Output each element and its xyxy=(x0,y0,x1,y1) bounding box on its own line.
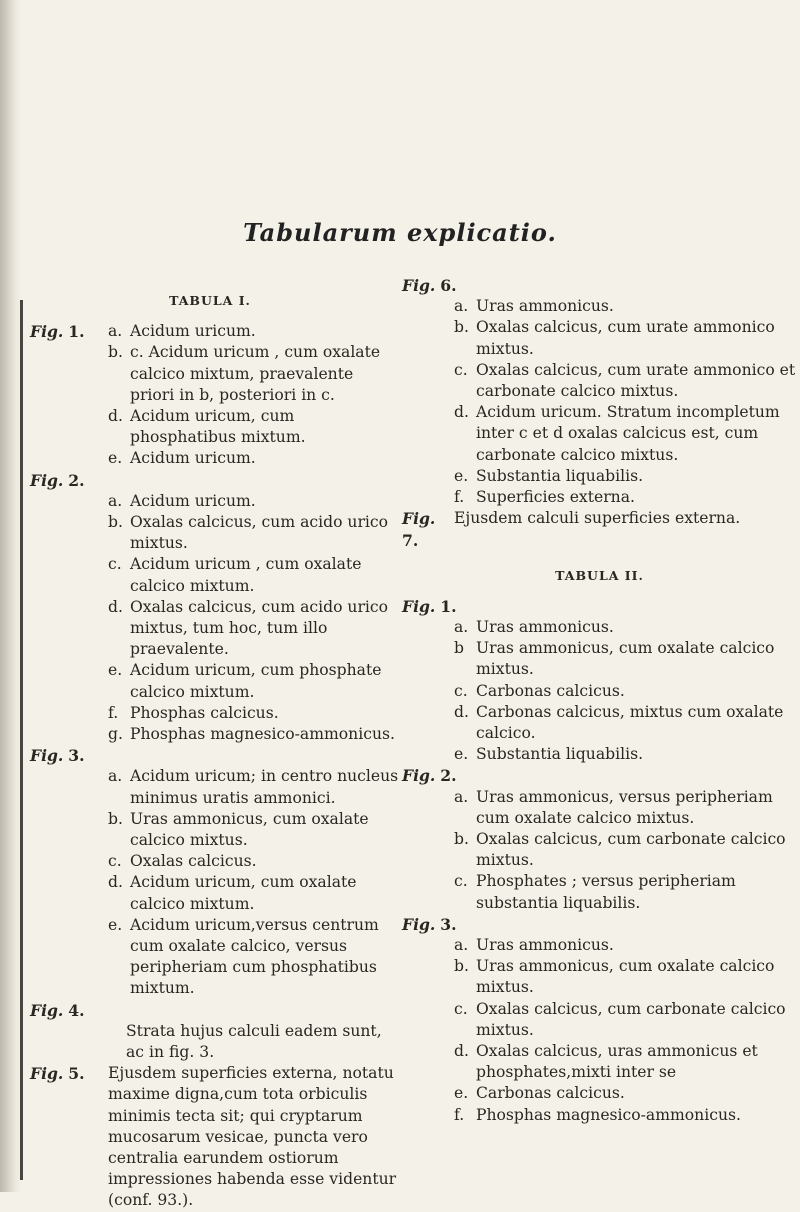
entry-text: Uras ammonicus, cum oxalate calcico mixtus. xyxy=(130,809,369,850)
entry-text: Acidum uricum. Stratum incompletum inter c et d oxalas calcicus est, cum carbonate calcico mixtus. xyxy=(476,403,780,464)
figure-block xyxy=(402,914,797,1126)
entry-text: Acidum uricum, cum phosphatibus mixtum. xyxy=(130,407,306,447)
fig-label: Fig. xyxy=(30,1000,64,1020)
legend-entry xyxy=(108,321,400,342)
entry-letter: e. xyxy=(454,466,469,485)
entry-letter: a. xyxy=(108,491,123,510)
legend-entry xyxy=(454,744,797,765)
fig-label: Fig. xyxy=(30,1064,64,1084)
fig-number: 1. xyxy=(440,596,457,616)
entry-text: Phosphas magnesico-ammonicus. xyxy=(476,1105,741,1124)
entry-text: Uras ammonicus. xyxy=(476,297,614,316)
entry-letter: c. xyxy=(454,872,468,891)
tabula-2-heading: TABULA II. xyxy=(555,567,644,583)
entry-letter: f. xyxy=(454,1105,465,1124)
legend-entry xyxy=(454,638,797,680)
legend-entry xyxy=(108,512,400,554)
fig-label: Fig. xyxy=(402,276,436,295)
legend-entry xyxy=(108,766,400,808)
fig-label: Fig. xyxy=(402,509,436,529)
entry-letter: e. xyxy=(108,661,123,680)
entry-letter: f. xyxy=(454,488,465,507)
entry-letter: d. xyxy=(108,407,123,426)
figure-note: Strata hujus calculi eadem sunt, ac in fig. 3. xyxy=(126,1021,382,1062)
entry-text: c. Acidum uricum , cum oxalate calcico mixtum, praevalente priori in b, posteriori in c. xyxy=(130,343,381,404)
entry-text: Phosphas calcicus. xyxy=(130,703,279,722)
entry-text: Oxalas calcicus, cum urate ammonico et carbonate calcico mixtus. xyxy=(476,360,796,400)
legend-entry xyxy=(454,317,797,359)
figure-block xyxy=(402,596,797,766)
legend-entry xyxy=(454,296,797,317)
entry-text: Oxalas calcicus, cum carbonate calcico mixtus. xyxy=(476,999,786,1039)
entry-letter: e. xyxy=(454,745,469,764)
entry-text: Acidum uricum, cum phosphate calcico mixtum. xyxy=(130,661,382,701)
entry-text: Substantia liquabilis. xyxy=(476,745,644,764)
tabula-1-heading: TABULA I. xyxy=(169,293,251,308)
legend-entry xyxy=(108,660,400,702)
fig-number: 3. xyxy=(68,746,85,766)
figure-block xyxy=(402,765,797,913)
entry-text: Phosphates ; versus peripheriam substantia liquabilis. xyxy=(476,872,736,912)
entry-text: Oxalas calcicus, cum urate ammonico mixtus. xyxy=(476,318,775,358)
figure-description: Ejusdem superficies externa, notatu maxime digna,cum tota orbiculis minimis tecta sit; qui cryptarum mucosarum vesicae, puncta vero centralia earundem ostiorum impressiones habenda esse videntur (conf. 93.). xyxy=(108,1064,397,1210)
legend-entry xyxy=(108,809,400,851)
entry-letter: b. xyxy=(454,830,469,849)
page-gutter xyxy=(0,0,22,1192)
legend-entry xyxy=(108,554,400,596)
left-column xyxy=(30,290,400,1212)
entry-text: Uras ammonicus, cum oxalate calcico mixtus. xyxy=(476,639,775,679)
entry-text: Acidum uricum. xyxy=(130,322,256,341)
entry-letter: e. xyxy=(108,915,123,934)
legend-entry xyxy=(454,402,797,466)
entry-letter: a. xyxy=(454,787,469,806)
legend-entry xyxy=(454,617,797,638)
entry-letter: d. xyxy=(108,873,123,892)
entry-text: Oxalas calcicus, cum acido urico mixtus, tum hoc, tum illo praevalente. xyxy=(130,597,389,659)
legend-entry xyxy=(454,681,797,702)
entry-letter: d. xyxy=(454,1042,469,1061)
figure-block xyxy=(30,1063,400,1211)
fig-label: Fig. xyxy=(30,322,64,342)
legend-entry xyxy=(454,1083,797,1104)
legend-entry xyxy=(454,702,797,744)
entry-letter: e. xyxy=(108,449,123,468)
legend-entry xyxy=(108,851,400,872)
legend-entry xyxy=(108,703,400,724)
entry-letter: b. xyxy=(454,957,469,976)
legend-entry xyxy=(454,956,797,998)
fig-label: Fig. xyxy=(402,596,436,616)
entry-letter: f. xyxy=(108,703,119,722)
legend-entry xyxy=(454,787,797,829)
entry-text: Uras ammonicus, versus peripheriam cum oxalate calcico mixtus. xyxy=(476,787,773,827)
entry-letter: d. xyxy=(454,403,469,422)
legend-entry xyxy=(454,999,797,1041)
entry-letter: d. xyxy=(454,702,469,721)
entry-letter: c. xyxy=(454,681,468,700)
entry-text: Uras ammonicus. xyxy=(476,936,614,955)
entry-text: Acidum uricum. xyxy=(130,491,256,510)
fig-number: 1. xyxy=(68,322,85,342)
entry-letter: d. xyxy=(108,597,123,616)
entry-text: Acidum uricum, cum oxalate calcico mixtum. xyxy=(130,873,357,913)
entry-text: Oxalas calcicus. xyxy=(130,852,257,871)
binding-edge xyxy=(20,300,23,1180)
fig-number: 2. xyxy=(68,470,85,490)
entry-text: Oxalas calcicus, cum carbonate calcico mixtus. xyxy=(476,830,786,870)
entry-letter: g. xyxy=(108,725,123,744)
legend-entry xyxy=(108,915,400,1000)
legend-entry xyxy=(108,342,400,406)
entry-letter: b. xyxy=(108,809,123,828)
entry-text: Uras ammonicus. xyxy=(476,618,614,637)
entry-text: Acidum uricum,versus centrum cum oxalate calcico, versus peripheriam cum phosphatibus mixtum. xyxy=(130,915,379,998)
fig-number: 3. xyxy=(440,914,457,934)
entry-letter: a. xyxy=(454,618,469,637)
legend-entry xyxy=(454,360,797,402)
entry-text: Substantia liquabilis. xyxy=(476,466,644,485)
legend-entry xyxy=(108,448,400,469)
entry-letter: b. xyxy=(108,343,123,362)
fig-label: Fig. xyxy=(402,766,436,786)
page-title: Tabularum explicatio. xyxy=(243,218,557,247)
figure-block xyxy=(30,745,400,999)
fig-label: Fig. xyxy=(402,914,436,934)
entry-text: Carbonas calcicus, mixtus cum oxalate calcico. xyxy=(476,702,784,743)
legend-entry xyxy=(454,466,797,487)
fig-label: Fig. xyxy=(30,746,64,766)
entry-letter: a. xyxy=(108,767,123,786)
fig-label: Fig. xyxy=(30,470,64,490)
legend-entry xyxy=(108,872,400,914)
entry-letter: a. xyxy=(454,297,469,316)
fig-number: 4. xyxy=(68,1000,85,1020)
entry-letter: c. xyxy=(454,360,468,379)
legend-entry xyxy=(108,724,400,745)
entry-text: Superficies externa. xyxy=(476,488,635,507)
figure-block xyxy=(402,508,797,552)
entry-letter: c. xyxy=(108,852,122,871)
fig-number: 2. xyxy=(440,766,457,786)
fig-number: 7. xyxy=(402,531,419,551)
entry-letter: a. xyxy=(108,322,123,341)
legend-entry xyxy=(454,487,797,508)
entry-text: Carbonas calcicus. xyxy=(476,681,625,700)
legend-entry xyxy=(454,829,797,871)
legend-entry xyxy=(108,597,400,661)
figure-block xyxy=(30,1000,400,1064)
entry-letter: a. xyxy=(454,936,469,955)
figure-block xyxy=(402,275,797,508)
legend-entry xyxy=(454,935,797,956)
legend-entry xyxy=(454,1041,797,1083)
legend-entry xyxy=(454,1105,797,1126)
fig-number: 6. xyxy=(440,276,457,295)
entry-letter: b. xyxy=(108,513,123,532)
legend-entry xyxy=(108,491,400,512)
legend-entry xyxy=(454,871,797,913)
legend-entry xyxy=(108,406,400,448)
entry-letter: b. xyxy=(454,318,469,337)
entry-text: Acidum uricum , cum oxalate calcico mixtum. xyxy=(130,555,362,595)
entry-text: Carbonas calcicus. xyxy=(476,1084,625,1103)
entry-text: Uras ammonicus, cum oxalate calcico mixtus. xyxy=(476,957,775,997)
fig-number: 5. xyxy=(68,1064,85,1084)
entry-text: Phosphas magnesico-ammonicus. xyxy=(130,725,395,744)
figure-block xyxy=(30,470,400,746)
right-column xyxy=(402,275,797,1126)
entry-text: Oxalas calcicus, cum acido urico mixtus. xyxy=(130,513,389,553)
entry-letter: e. xyxy=(454,1084,469,1103)
figure-description: Ejusdem calculi superficies externa. xyxy=(454,509,741,528)
entry-letter: c. xyxy=(454,999,468,1018)
entry-text: Acidum uricum; in centro nucleus minimus uratis ammonici. xyxy=(130,767,399,807)
entry-text: Oxalas calcicus, uras ammonicus et phosphates,mixti inter se xyxy=(476,1042,758,1082)
entry-letter: b xyxy=(454,639,464,658)
figure-block xyxy=(30,321,400,469)
entry-text: Acidum uricum. xyxy=(130,449,256,468)
entry-letter: c. xyxy=(108,555,122,574)
